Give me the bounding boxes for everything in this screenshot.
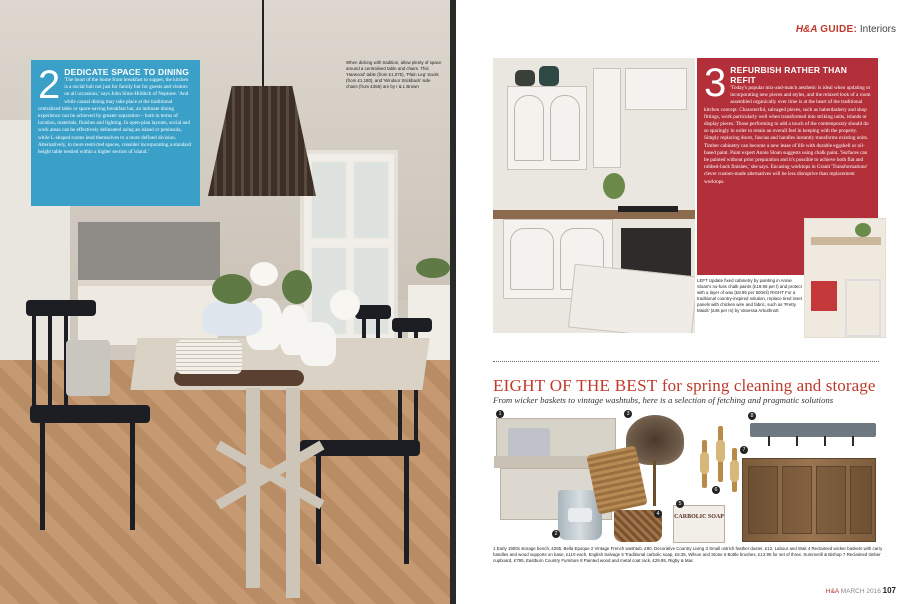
window-pane — [352, 246, 390, 336]
flower — [330, 290, 360, 320]
cupboard-door — [782, 466, 812, 534]
cupboard-door — [816, 466, 846, 534]
coat-hook — [824, 436, 826, 446]
plate-stack — [176, 340, 242, 374]
feature-heading: DEDICATE SPACE TO DINING — [64, 67, 190, 77]
kitchen-caption: LEFT Update fixed cabinetry by painting in Annie Sloan's no-fuss chalk paints (£19.95 per l) and protect with a layer of wax (£8.95 per 500ml) RIGHT For a traditional country-inspired solution, replace tired inset panels with chicken wire and fabric, such as 'Pretty Maids' (£46 per m) by Vanessa Arbuthnott — [697, 278, 802, 313]
foliage — [212, 274, 252, 304]
product-number-5: 5 — [676, 500, 684, 508]
chair-leg — [404, 454, 409, 564]
chair-leg — [40, 420, 45, 530]
bowl — [202, 300, 262, 336]
chair-spindle — [32, 314, 36, 410]
soap-label: CARBOLIC SOAP — [674, 514, 724, 520]
feature-box-dining — [31, 60, 200, 206]
folio-magazine: H&A — [825, 588, 839, 595]
painted-table — [568, 264, 695, 333]
foliage — [282, 270, 312, 304]
right-page — [456, 0, 908, 604]
cupboard-door — [850, 466, 872, 534]
range-cooker — [78, 280, 218, 345]
coat-hook — [796, 436, 798, 446]
potted-plant — [603, 173, 625, 199]
refurb-number: 3 — [704, 61, 727, 105]
duster-handle — [653, 460, 656, 506]
refurb-heading: REFURBISH RATHER THAN REFIT — [730, 65, 848, 85]
pendant-cord — [262, 0, 264, 86]
best-subtitle: From wicker baskets to vintage washtubs, here is a selection of fetching and pragmatic solutions — [493, 395, 834, 405]
best-title-lead: EIGHT OF THE BEST — [493, 376, 658, 395]
cabinet-panel — [550, 95, 580, 161]
magazine-logo: H&A — [795, 24, 818, 35]
shelf-plant — [855, 223, 871, 237]
bottle-brush-head — [700, 452, 709, 474]
coat-hook — [768, 436, 770, 446]
plant-bowl — [416, 258, 450, 278]
vase — [300, 322, 336, 366]
photo-caption: When dicking with tradition, allow plenty of space around a centralised table and chairs. This 'Harwood' table (from £1,075), 'Plain Leg' stools (from £1,180), and 'Windsor Stickback' side chairs (from £355) are by I & L Brown — [346, 60, 442, 89]
bottle-brush-head — [730, 460, 739, 482]
guide-label: GUIDE: — [820, 24, 858, 35]
carbolic-soap — [673, 505, 725, 543]
jug — [539, 66, 559, 86]
inset-chair — [845, 279, 881, 337]
section-divider — [493, 361, 879, 362]
product-number-4: 4 — [654, 510, 662, 518]
feature-number: 2 — [38, 63, 61, 107]
best-title-rest: for spring cleaning and storage — [657, 376, 876, 395]
cupboard-door — [748, 466, 778, 534]
product-number-3: 3 — [624, 410, 632, 418]
section-name: Interiors — [859, 24, 896, 35]
product-number-6: 6 — [712, 486, 720, 494]
kitchen-photo — [493, 58, 695, 333]
coat-hook — [852, 436, 854, 446]
best-title — [493, 376, 876, 396]
bench-cushion — [508, 428, 550, 458]
mesh-cabinet — [593, 68, 621, 168]
inset-photo — [804, 218, 886, 338]
red-fabric-panel — [811, 281, 837, 311]
cabinet-panel — [510, 228, 554, 290]
bottle-brush-head — [716, 440, 725, 462]
wall-cabinet — [625, 68, 687, 110]
flower — [250, 262, 278, 286]
chair-leg — [130, 420, 135, 530]
left-page — [0, 0, 450, 604]
product-number-1: 1 — [496, 410, 504, 418]
hob — [618, 206, 678, 212]
washtub-label — [568, 508, 592, 522]
refurb-body: 'Today's popular mix-and-match aesthetic is ideal when updating or incorporating new pieces and styles, and the relaxed look of a room assembled organically over time is at the heart of the traditional kitchen concept. Characterful, salvaged pieces, such as haberdashery and shop fittings, work particularly well when transformed into striking units, islands or display pieces. Those performing to add a touch of the contemporary should do so sparingly in order to retain an overall feel in keeping with the property. Simply replacing doors, fascias and handles instantly transforms existing units. Timber cabinetry can become a new lease of life with durable eggshell or oil-based paint. Paint expert Annie Sloan suggests using chalk paint. 'Surfaces can be painted without prior preparation and it's possible to achieve both flat and rubbed-back finishes,' she says. Encasing worktops in Granit 'Transformations' clever custom-made alternatives will be less disruptive than replacement worktops. — [704, 85, 871, 185]
product-number-7: 7 — [740, 446, 748, 454]
chair-back — [355, 305, 391, 319]
window-pane — [352, 160, 390, 240]
product-credits: 1 Early 1900s storage bench, £265, Bella Epoque 2 Vintage French washtub, £90, Decorative Country Living 3 Small ostrich feather duster, £12, Labour and Wait 4 Reclaimed wicker baskets with carry handles and wood supports on base, £110 each, English Salvage 5 Traditional carbolic soap, £5.35, Wilson and Stone 6 Bottle brushes, £12.95 for set of three, Summerill & Bishop 7 Reclaimed timber cupboard, £795, Eastburn Country Furniture 8 Painted wood and metal coat rack, £29.95, Rigby & Mac — [493, 546, 883, 564]
feature-body: 'The heart of the home from breakfast to supper, the kitchen is a social hub not just for family but for guests and visitors on all occasions,' says John Sims-Hilditch of Neptune. 'And while casual dining may take place at the traditional centralised table or space-saving breakfast bar, an intimate dining experience can be achieved by greater separation – both in terms of location, materials, finishes and lighting. In open-plan layouts, social and work areas can be effectively delineated using an island or peninsula, while L-shaped rooms lend themselves to a more defined division. Alternatively, in more restricted spaces, consider incorporating a standard height table nestled within a higher section of island.' — [38, 77, 191, 156]
cabinet-panel — [514, 95, 544, 161]
section-header — [796, 24, 896, 35]
product-number-8: 8 — [748, 412, 756, 420]
window-pane — [310, 160, 348, 240]
coat-rack — [750, 423, 876, 437]
product-number-2: 2 — [552, 530, 560, 538]
pot — [515, 70, 535, 86]
cushion — [66, 340, 110, 396]
folio-issue: MARCH 2016 — [840, 588, 881, 595]
chair-back — [26, 300, 96, 316]
chair-spindle — [48, 314, 52, 410]
page-folio — [826, 586, 896, 595]
wall-cabinet — [507, 86, 587, 170]
shelf — [811, 237, 881, 245]
page-number: 107 — [882, 586, 896, 595]
splashback — [78, 222, 220, 282]
